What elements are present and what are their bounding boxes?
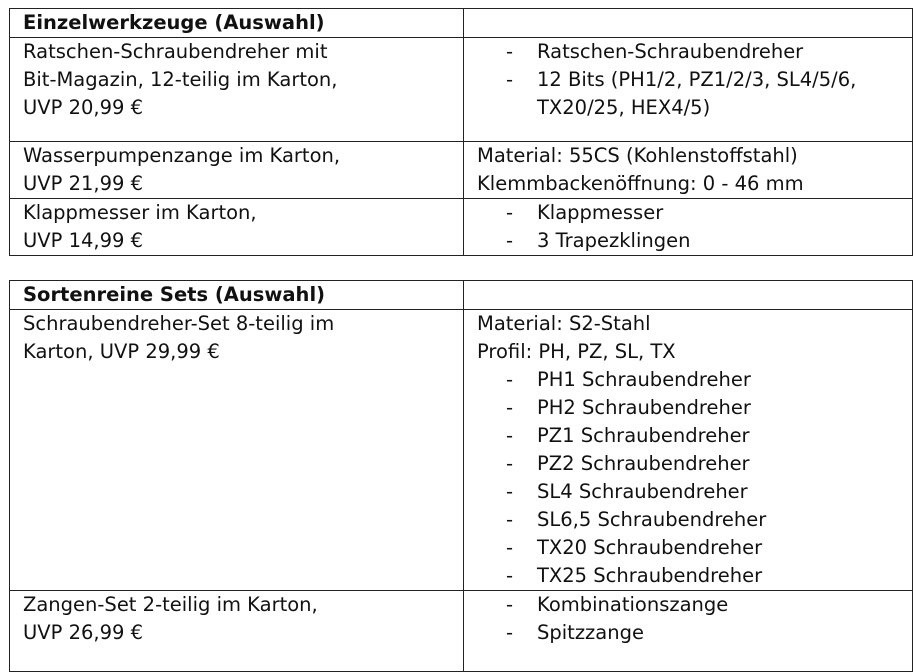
table-row — [10, 142, 913, 199]
detail-line: Material: 55CS (Kohlenstoffstahl) — [477, 144, 798, 167]
product-cell — [10, 142, 464, 199]
list-item: - PH2 Schraubendreher — [504, 394, 912, 422]
list-item: - PH1 Schraubendreher — [504, 366, 912, 394]
table-header-row — [10, 281, 913, 310]
details-cell — [464, 199, 913, 256]
item-list — [477, 38, 912, 122]
table-row — [10, 199, 913, 256]
table-row — [10, 38, 913, 142]
product-cell — [10, 199, 464, 256]
product-cell — [10, 591, 464, 672]
tool-sets-table — [9, 280, 913, 672]
product-line: UVP 14,99 € — [23, 229, 143, 252]
product-line: Ratschen-Schraubendreher mit — [23, 40, 328, 63]
list-item: - SL4 Schraubendreher — [504, 478, 912, 506]
list-item: - Klappmesser — [504, 199, 912, 227]
detail-line: Material: S2-Stahl — [477, 312, 651, 335]
details-cell — [464, 310, 913, 591]
list-item: - Kombinationszange — [504, 591, 912, 619]
details-cell — [464, 142, 913, 199]
product-cell — [10, 310, 464, 591]
list-item: - 3 Trapezklingen — [504, 227, 912, 255]
detail-line: Profil: PH, PZ, SL, TX — [477, 340, 676, 363]
product-line: Zangen-Set 2-teilig im Karton, — [23, 593, 318, 616]
details-cell — [464, 591, 913, 672]
header-empty-cell — [464, 281, 913, 310]
list-item: - PZ1 Schraubendreher — [504, 422, 912, 450]
product-line: Karton, UVP 29,99 € — [23, 340, 220, 363]
product-line: UVP 21,99 € — [23, 172, 143, 195]
product-cell — [10, 38, 464, 142]
list-item: - TX20 Schraubendreher — [504, 534, 912, 562]
list-item: - Ratschen-Schraubendreher — [504, 38, 912, 66]
product-line: UVP 20,99 € — [23, 96, 143, 119]
table-header-row — [10, 9, 913, 38]
item-list — [477, 366, 912, 590]
product-line: Klappmesser im Karton, — [23, 201, 257, 224]
list-item: - SL6,5 Schraubendreher — [504, 506, 912, 534]
product-line: Schraubendreher-Set 8-teilig im — [23, 312, 335, 335]
header-empty-cell — [464, 9, 913, 38]
product-line: Wasserpumpenzange im Karton, — [23, 144, 341, 167]
details-cell — [464, 38, 913, 142]
list-item: - PZ2 Schraubendreher — [504, 450, 912, 478]
table-row — [10, 591, 913, 672]
section-title: Sortenreine Sets (Auswahl) — [10, 281, 464, 310]
item-list — [477, 199, 912, 255]
single-tools-table — [9, 8, 913, 256]
list-item: - TX25 Schraubendreher — [504, 562, 912, 590]
item-list — [477, 591, 912, 647]
list-item: - Spitzzange — [504, 619, 912, 647]
product-line: UVP 26,99 € — [23, 621, 143, 644]
detail-line: Klemmbackenöffnung: 0 - 46 mm — [477, 172, 804, 195]
list-item: - 12 Bits (PH1/2, PZ1/2/3, SL4/5/6, TX20/25, HEX4/5) — [504, 66, 867, 122]
section-title: Einzelwerkzeuge (Auswahl) — [10, 9, 464, 38]
product-line: Bit-Magazin, 12-teilig im Karton, — [23, 68, 338, 91]
table-row — [10, 310, 913, 591]
